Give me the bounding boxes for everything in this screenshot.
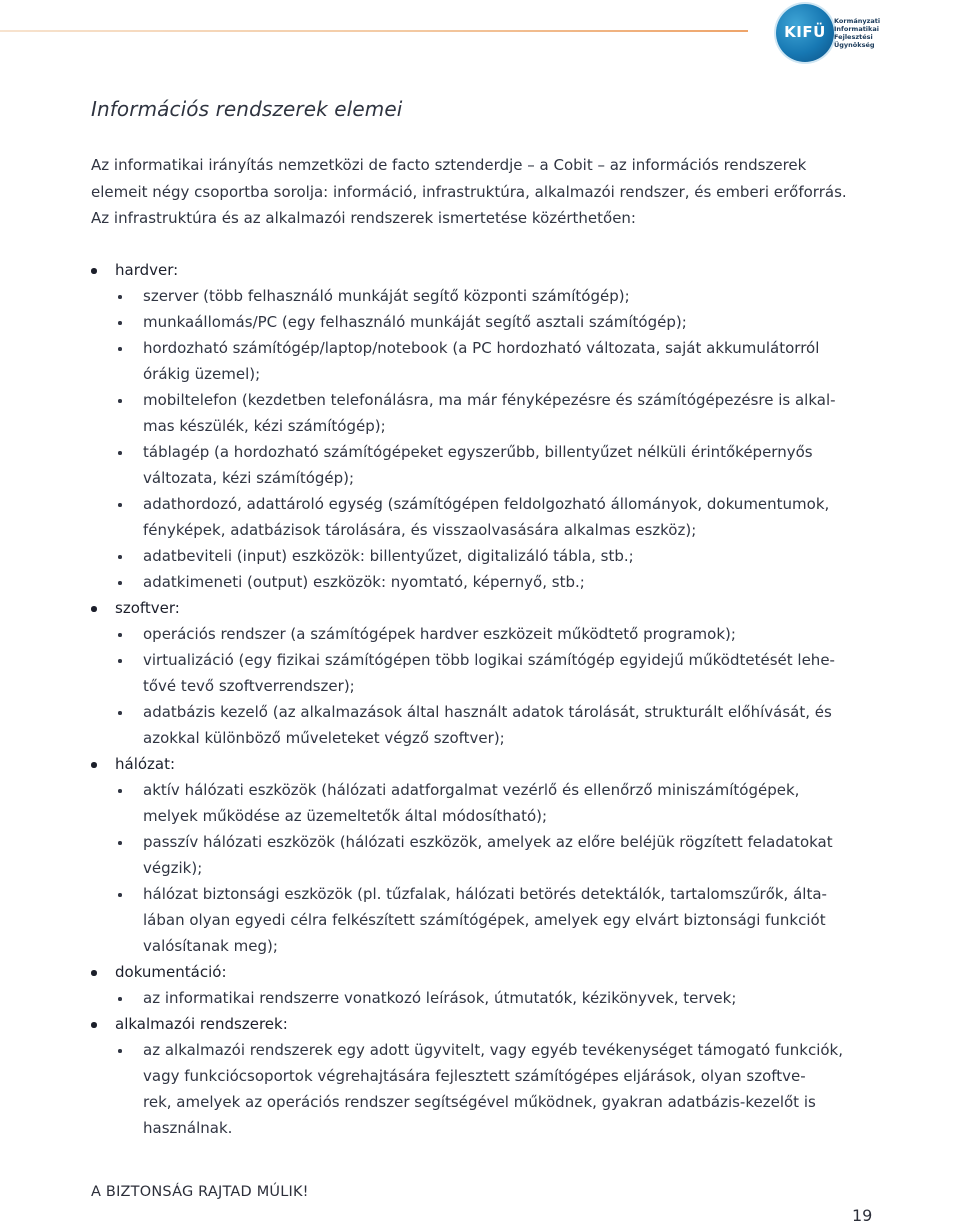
sub-list-item (143, 1037, 851, 1141)
sub-list-item-line: valósítanak meg); (143, 937, 278, 955)
category-item (0, 257, 960, 595)
intro-line: elemeit négy csoportba sorolja: információ, infrastruktúra, alkalmazói rendszer, és emberi erőforrás. (91, 182, 847, 201)
intro-line: Az infrastruktúra és az alkalmazói rendszerek ismertetése közérthetően: (91, 209, 636, 227)
sub-list-item-line: órákig üzemel); (143, 365, 261, 383)
sub-list-item (143, 543, 851, 569)
sub-list-item (143, 881, 851, 959)
logo-line: Kormányzati (834, 17, 881, 25)
sub-list-item-line: tővé tevő szoftverrendszer); (143, 677, 355, 695)
sub-list-item-line: rek, amelyek az operációs rendszer segítségével működnek, gyakran adatbázis-kezelőt is (143, 1093, 816, 1111)
sub-list-item (143, 829, 851, 881)
section-title: Információs rendszerek elemei (91, 97, 403, 121)
kifu-logo (776, 4, 952, 62)
intro-paragraph (91, 152, 851, 232)
sub-list-item (143, 439, 851, 491)
sub-list-item-line: használnak. (143, 1119, 233, 1137)
sub-list-item (143, 985, 851, 1011)
sub-list-item-line: lában olyan egyedi célra felkészített számítógépek, amelyek egy elvárt biztonsági funkciót (143, 911, 826, 929)
sub-list-item-line: adatkimeneti (output) eszközök: nyomtató, képernyő, stb.; (143, 573, 585, 591)
sub-list-item-line: szerver (több felhasználó munkáját segítő központi számítógép); (143, 287, 630, 305)
header-rule (0, 30, 748, 32)
sub-list (0, 283, 960, 595)
category-label: szoftver: (115, 595, 960, 621)
sub-list-item-line: munkaállomás/PC (egy felhasználó munkáját segítő asztali számítógép); (143, 313, 687, 331)
intro-line: Az informatikai irányítás nemzetközi de facto sztenderdje – a Cobit – az információs rendszerek (91, 156, 807, 174)
sub-list (0, 1037, 960, 1141)
sub-list-item-line: hálózat biztonsági eszközök (pl. tűzfalak, hálózati betörés detektálók, tartalomszűrők, álta- (143, 885, 827, 903)
sub-list-item-line: azokkal különböző műveleteket végző szoftver); (143, 729, 505, 747)
sub-list-item-line: hordozható számítógép/laptop/notebook (a PC hordozható változata, saját akkumulátorról (143, 339, 820, 357)
category-item (0, 751, 960, 959)
sub-list-item (143, 569, 851, 595)
sub-list-item-line: adathordozó, adattároló egység (számítógépen feldolgozható állományok, dokumentumok, (143, 495, 830, 513)
sub-list (0, 777, 960, 959)
sub-list-item-line: változata, kézi számítógép); (143, 469, 355, 487)
sub-list-item (143, 621, 851, 647)
category-item (0, 595, 960, 751)
sub-list-item-line: vagy funkciócsoportok végrehajtására fejlesztett számítógépes eljárások, olyan szoftve- (143, 1067, 806, 1085)
category-label: hálózat: (115, 751, 960, 777)
sub-list-item-line: mas készülék, kézi számítógép); (143, 417, 386, 435)
category-item (0, 959, 960, 1011)
logo-line: Informatikai (834, 25, 879, 33)
sub-list-item-line: táblagép (a hordozható számítógépeket egyszerűbb, billentyűzet nélküli érintőképernyős (143, 443, 813, 461)
sub-list-item-line: melyek működése az üzemeltetők által módosítható); (143, 807, 548, 825)
sub-list-item-line: passzív hálózati eszközök (hálózati eszközök, amelyek az előre beléjük rögzített feladatokat (143, 833, 833, 851)
sub-list-item-line: adatbeviteli (input) eszközök: billentyűzet, digitalizáló tábla, stb.; (143, 547, 634, 565)
logo-line: Fejlesztési (834, 33, 873, 41)
category-label: hardver: (115, 257, 960, 283)
sub-list (0, 621, 960, 751)
sub-list-item-line: adatbázis kezelő (az alkalmazások által használt adatok tárolását, strukturált előhívását, és (143, 703, 832, 721)
logo-line: Ügynökség (834, 41, 875, 49)
sub-list-item-line: fényképek, adatbázisok tárolására, és visszaolvasására alkalmas eszköz); (143, 521, 697, 539)
category-label: dokumentáció: (115, 959, 960, 985)
sub-list-item-line: az informatikai rendszerre vonatkozó leírások, útmutatók, kézikönyvek, tervek; (143, 989, 737, 1007)
logo-mark (776, 4, 834, 62)
sub-list-item (143, 335, 851, 387)
logo-mark-text: KIFÜ (784, 23, 826, 41)
sub-list-item (143, 387, 851, 439)
page-number: 19 (852, 1206, 873, 1225)
sub-list (0, 985, 960, 1011)
category-label: alkalmazói rendszerek: (115, 1011, 960, 1037)
category-item (0, 1011, 960, 1141)
sub-list-item-line: az alkalmazói rendszerek egy adott ügyvitelt, vagy egyéb tevékenységet támogató funkciók, (143, 1041, 843, 1059)
sub-list-item-line: aktív hálózati eszközök (hálózati adatforgalmat vezérlő és ellenőrző miniszámítógépek, (143, 781, 800, 799)
sub-list-item-line: virtualizáció (egy fizikai számítógépen több logikai számítógép egyidejű működtetését lehe- (143, 651, 835, 669)
sub-list-item (143, 777, 851, 829)
sub-list-item (143, 283, 851, 309)
sub-list-item-line: operációs rendszer (a számítógépek hardver eszközeit működtető programok); (143, 625, 736, 643)
sub-list-item-line: mobiltelefon (kezdetben telefonálásra, ma már fényképezésre és számítógépezésre is alkal- (143, 391, 836, 409)
category-list (0, 257, 960, 1141)
logo-text (834, 17, 904, 49)
footer-slogan: A BIZTONSÁG RAJTAD MÚLIK! (91, 1184, 309, 1200)
sub-list-item (143, 699, 851, 751)
sub-list-item (143, 647, 851, 699)
sub-list-item (143, 491, 851, 543)
sub-list-item-line: végzik); (143, 859, 203, 877)
sub-list-item (143, 309, 851, 335)
